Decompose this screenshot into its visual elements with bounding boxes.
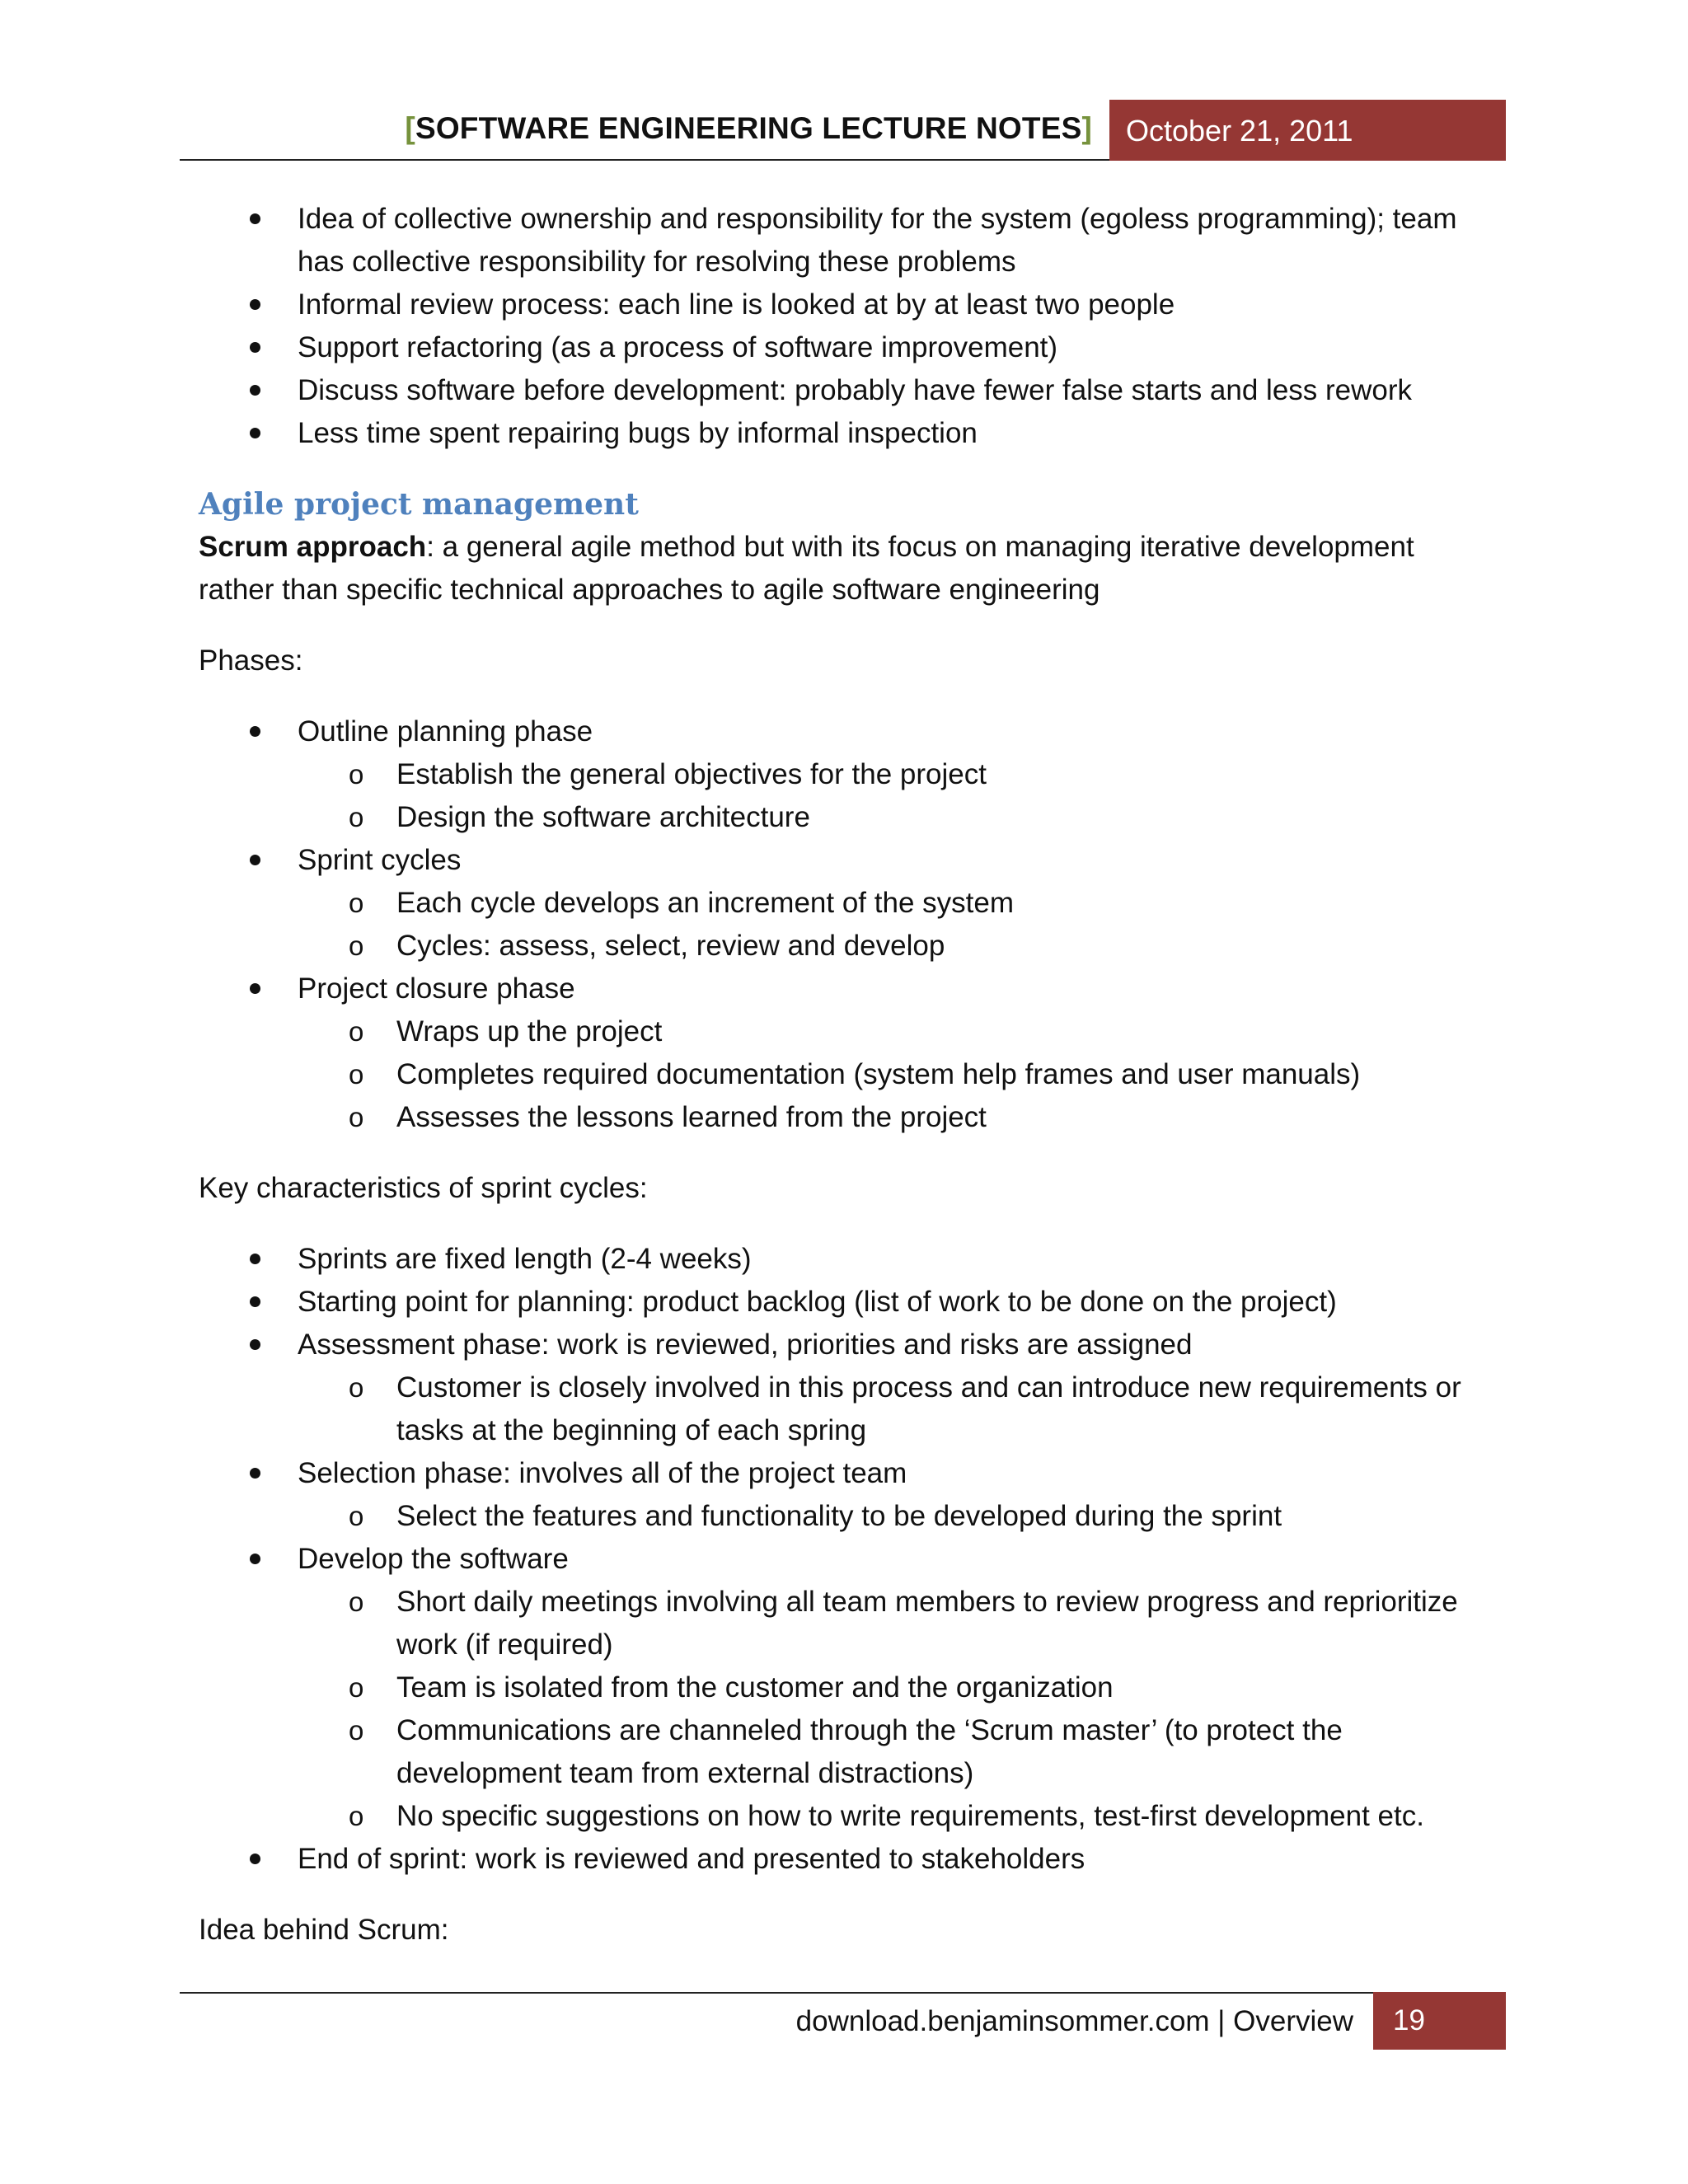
- footer-text: [796, 2005, 1353, 2038]
- footer-page-number: 19: [1373, 1992, 1506, 2050]
- phase-list-item-text: Project closure phase: [298, 968, 1493, 1010]
- sub-list-item: [298, 1581, 1493, 1666]
- sub-list-item-text: o Completes required documentation (system help frames and user manuals): [396, 1053, 1493, 1096]
- sub-list-item: [298, 1495, 1493, 1538]
- phase-list-item-text: Outline planning phase: [298, 710, 1493, 753]
- intro-list-item: [199, 198, 1493, 284]
- intro-list-item: [199, 284, 1493, 326]
- sub-list-item-text: o No specific suggestions on how to write requirements, test-first development etc.: [396, 1795, 1493, 1838]
- sub-list-item: [298, 1795, 1493, 1838]
- sub-list-item-text: o Assesses the lessons learned from the project: [396, 1096, 1493, 1139]
- intro-list-item: [199, 412, 1493, 455]
- key-list-item-sublist: [298, 1495, 1493, 1538]
- intro-list-item-text: Support refactoring (as a process of software improvement): [298, 326, 1493, 369]
- sub-list-item: [298, 1366, 1493, 1452]
- sub-list-item: [298, 1010, 1493, 1053]
- page-footer: [180, 1992, 1506, 2050]
- phase-list-item: [199, 968, 1493, 1139]
- key-list-item-text: Selection phase: involves all of the project team: [298, 1452, 1493, 1495]
- page-header: [180, 100, 1506, 161]
- key-characteristics-list: [199, 1238, 1493, 1881]
- key-list-item-text: Starting point for planning: product backlog (list of work to be done on the project): [298, 1281, 1493, 1324]
- footer-site-link[interactable]: download.benjaminsommer.com: [795, 2005, 1210, 2037]
- intro-list-item-text: Less time spent repairing bugs by informal inspection: [298, 412, 1493, 455]
- phase-list-item-sublist: [298, 882, 1493, 968]
- intro-list-item-text: Discuss software before development: probably have fewer false starts and less rework: [298, 369, 1493, 412]
- key-list-item-text: Develop the software: [298, 1538, 1493, 1581]
- sub-list-item-text: o Select the features and functionality to be developed during the sprint: [396, 1495, 1493, 1538]
- key-list-item-text: End of sprint: work is reviewed and presented to stakeholders: [298, 1838, 1493, 1881]
- sub-list-item-text: o Communications are channeled through the ‘Scrum master’ (to protect the development team from external distractions): [396, 1709, 1493, 1795]
- key-list-item: [199, 1538, 1493, 1838]
- scrum-definition: : a general agile method but with its focus on managing iterative development rather than specific technical approaches to agile software engineering: [199, 531, 1414, 606]
- phase-list-item: [199, 839, 1493, 968]
- key-list-item: [199, 1838, 1493, 1881]
- key-list-item-sublist: [298, 1581, 1493, 1838]
- sub-list-item-text: o Establish the general objectives for the project: [396, 753, 1493, 796]
- header-date: October 21, 2011: [1109, 100, 1506, 161]
- sub-list-item: [298, 796, 1493, 839]
- sub-list-item-text: o Customer is closely involved in this process and can introduce new requirements or tasks at the beginning of each spring: [396, 1366, 1493, 1452]
- sub-list-item-text: o Cycles: assess, select, review and develop: [396, 925, 1493, 968]
- section-heading: Agile project management: [199, 487, 639, 522]
- phase-list-item-text: Sprint cycles: [298, 839, 1493, 882]
- intro-list-item-text: Idea of collective ownership and responsibility for the system (egoless programming); team has collective responsibility for resolving these problems: [298, 198, 1493, 284]
- key-list-item-text: Sprints are fixed length (2-4 weeks): [298, 1238, 1493, 1281]
- sub-list-item: [298, 1666, 1493, 1709]
- phase-list-item-sublist: [298, 1010, 1493, 1139]
- key-list-item-sublist: [298, 1366, 1493, 1452]
- key-list-item: [199, 1281, 1493, 1324]
- phases-label: Phases:: [199, 644, 303, 677]
- phase-list-item: [199, 710, 1493, 839]
- intro-list-item: [199, 326, 1493, 369]
- sub-list-item-text: o Short daily meetings involving all team members to review progress and reprioritize work (if required): [396, 1581, 1493, 1666]
- key-characteristics-label: Key characteristics of sprint cycles:: [199, 1172, 648, 1204]
- intro-list-item: [199, 369, 1493, 412]
- sub-list-item: [298, 882, 1493, 925]
- sub-list-item: [298, 1053, 1493, 1096]
- key-list-item: [199, 1238, 1493, 1281]
- header-title: [405, 111, 1092, 146]
- header-title-text: SOFTWARE ENGINEERING LECTURE NOTES: [415, 111, 1082, 145]
- header-rule: [180, 159, 1109, 161]
- intro-list-item-text: Informal review process: each line is looked at by at least two people: [298, 284, 1493, 326]
- key-list-item: [199, 1324, 1493, 1452]
- sub-list-item: [298, 1709, 1493, 1795]
- sub-list-item-text: o Wraps up the project: [396, 1010, 1493, 1053]
- footer-separator: |: [1209, 2005, 1234, 2037]
- page-content: [199, 198, 1493, 1952]
- sub-list-item-text: o Each cycle develops an increment of the system: [396, 882, 1493, 925]
- sub-list-item: [298, 925, 1493, 968]
- phases-list: [199, 710, 1493, 1139]
- intro-bullet-list: [199, 198, 1493, 455]
- sub-list-item: [298, 753, 1493, 796]
- key-list-item-text: Assessment phase: work is reviewed, priorities and risks are assigned: [298, 1324, 1493, 1366]
- header-bracket-close: ]: [1081, 111, 1092, 145]
- header-bracket-open: [: [405, 111, 415, 145]
- sub-list-item: [298, 1096, 1493, 1139]
- footer-section: Overview: [1233, 2005, 1353, 2037]
- phase-list-item-sublist: [298, 753, 1493, 839]
- scrum-term: Scrum approach: [199, 531, 427, 563]
- key-list-item: [199, 1452, 1493, 1538]
- scrum-paragraph: [199, 526, 1493, 612]
- sub-list-item-text: o Team is isolated from the customer and the organization: [396, 1666, 1493, 1709]
- footer-rule: [180, 1992, 1373, 1994]
- sub-list-item-text: o Design the software architecture: [396, 796, 1493, 839]
- idea-behind-scrum-label: Idea behind Scrum:: [199, 1914, 449, 1946]
